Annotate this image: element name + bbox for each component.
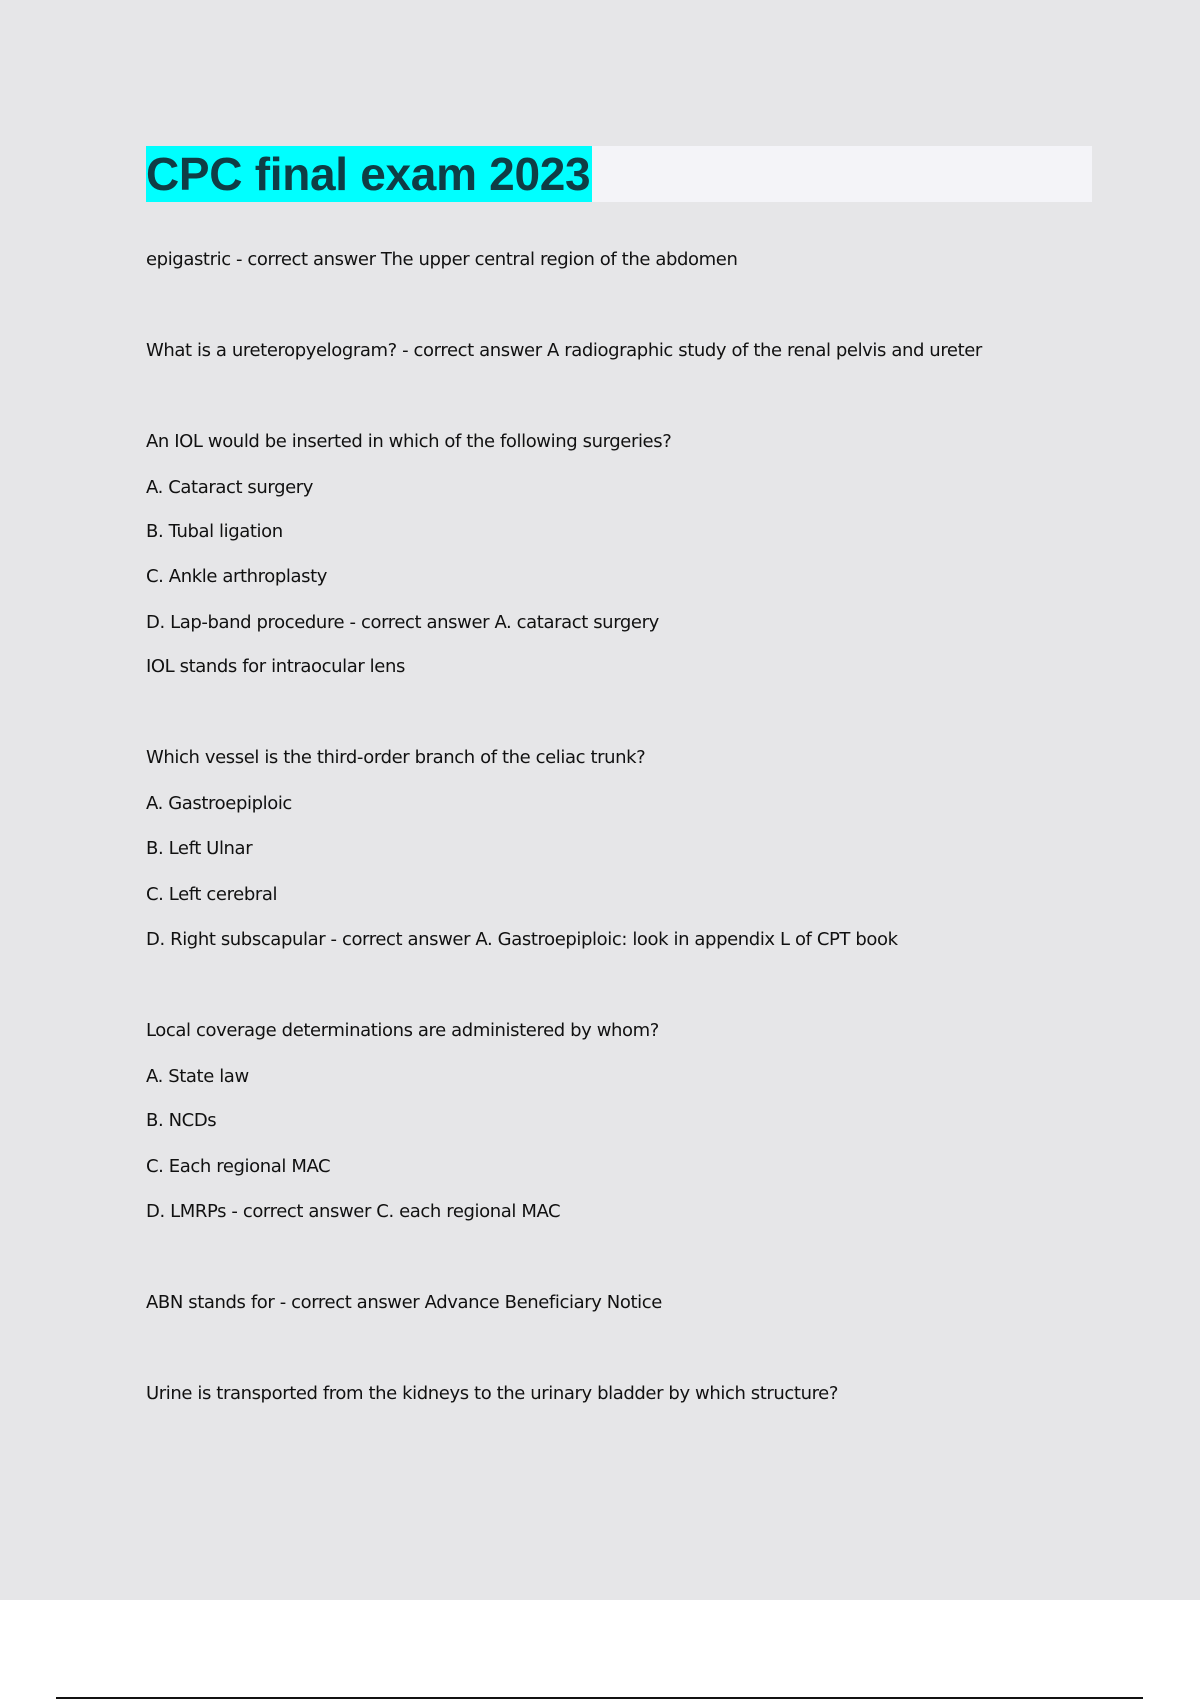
qa-abn: ABN stands for - correct answer Advance Beneficiary Notice [146, 1292, 662, 1313]
option-b: B. NCDs [146, 1110, 217, 1131]
option-d-answer: D. Right subscapular - correct answer A. Gastroepiploic: look in appendix L of CPT book [146, 929, 898, 950]
option-a: A. Cataract surgery [146, 477, 314, 498]
option-c: C. Ankle arthroplasty [146, 566, 328, 587]
option-c: C. Left cerebral [146, 884, 278, 905]
option-a: A. State law [146, 1066, 249, 1087]
option-a: A. Gastroepiploic [146, 793, 292, 814]
answer-note: IOL stands for intraocular lens [146, 656, 405, 677]
question-iol: An IOL would be inserted in which of the following surgeries? [146, 431, 672, 452]
qa-ureteropyelogram: What is a ureteropyelogram? - correct answer A radiographic study of the renal pelvis and ureter [146, 340, 982, 361]
option-b: B. Tubal ligation [146, 521, 283, 542]
document-title: CPC final exam 2023 [146, 148, 591, 200]
option-c: C. Each regional MAC [146, 1156, 331, 1177]
question-celiac-trunk: Which vessel is the third-order branch of the celiac trunk? [146, 747, 646, 768]
option-d-answer: D. Lap-band procedure - correct answer A. cataract surgery [146, 612, 659, 633]
option-b: B. Left Ulnar [146, 838, 253, 859]
question-urine-transport: Urine is transported from the kidneys to the urinary bladder by which structure? [146, 1383, 839, 1404]
option-d-answer: D. LMRPs - correct answer C. each regional MAC [146, 1201, 561, 1222]
qa-epigastric: epigastric - correct answer The upper central region of the abdomen [146, 249, 738, 270]
footer-rule [56, 1697, 1143, 1699]
question-lcd: Local coverage determinations are administered by whom? [146, 1020, 659, 1041]
